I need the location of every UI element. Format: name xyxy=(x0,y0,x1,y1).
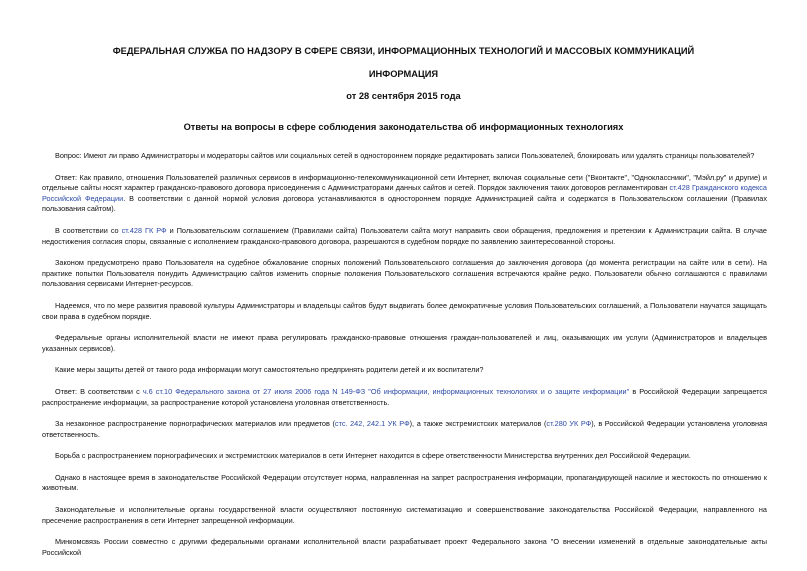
doc-date: от 28 сентября 2015 года xyxy=(346,91,461,101)
answer-2-cont-3: Однако в настоящее время в законодательстве Российской Федерации отсутствует норма, направленная на запрет распространения информации, пропагандирующей насилие и жестокость по отношению к животным. xyxy=(42,472,767,493)
doc-title: Ответы на вопросы в сфере соблюдения законодательства об информационных технологиях xyxy=(183,122,624,132)
answer-1-text-b: . В соответствии с данной нормой условия договора устанавливаются в одностороннем порядке Администрацией сайта и содержатся в Пользовательском соглашении (Правилах пользования сайтом). xyxy=(42,193,767,214)
answer-2-cont-2: Борьба с распространением порнографических и экстремистских материалов в сети Интернет находится в сфере ответственности Министерства внутренних дел Российской Федерации. xyxy=(55,451,691,461)
question-2: Какие меры защиты детей от такого рода информации могут самостоятельно предпринять родители детей и их воспитатели? xyxy=(55,365,484,375)
answer-2-cont-5: Минкомсвязь России совместно с другими федеральными органами исполнительной власти разрабатывает проект Федерального закона "О внесении изменений в отдельные законодательные акты Российской xyxy=(42,537,767,557)
answer-2-text-b: в Российской Федерации запрещается распространение информации, за распространение которой установлена уголовная ответственность. xyxy=(42,386,768,407)
federal-law-149-link[interactable]: ч.6 ст.10 Федерального закона от 27 июля 2006 года N 149-ФЗ "Об информации, информационных технологиях и о защите информации" xyxy=(142,386,630,396)
answer-2-cont-1-text-c: ), в Российской Федерации установлена уголовная ответственность. xyxy=(42,419,768,439)
civil-code-art428-link[interactable]: ст.428 Гражданского кодекса Российской Федерации xyxy=(42,183,767,203)
answer-2-cont-1-text-a: За незаконное распространение порнографических материалов или предметов ( xyxy=(55,419,335,429)
answer-2-text-a: Ответ: В соответствии с xyxy=(55,386,143,396)
answer-2-cont-1 xyxy=(42,419,767,440)
answer-2-cont-4: Законодательные и исполнительные органы государственной власти осуществляют постоянную систематизацию и совершенствование законодательства Российской Федерации, направленного на пресечение распространения в сети Интернет запрещенной информации. xyxy=(42,505,767,525)
answer-2 xyxy=(42,387,767,408)
org-heading: ФЕДЕРАЛЬНАЯ СЛУЖБА ПО НАДЗОРУ В СФЕРЕ СВЯЗИ, ИНФОРМАЦИОННЫХ ТЕХНОЛОГИЙ И МАССОВЫХ КОММУНИКАЦИЙ xyxy=(112,46,695,56)
answer-1-cont-3: Надеемся, что по мере развития правовой культуры Администраторы и владельцы сайтов будут выдвигать более демократичные условия Пользовательских соглашений, а Пользователи научатся защищать свои права в судебном порядке. xyxy=(42,300,767,321)
answer-1-cont-1-text-b: и Пользовательским соглашением (Правилами сайта) Пользователи сайта могут направить свои обращения, предложения и претензии к Администрации сайта. В случае недостижения согласия споры, связанные с исполнением гражданско-правового договора, разрешаются в судебном порядке по заявлению заинтересованной стороны. xyxy=(42,225,767,246)
answer-2-cont-1-text-b: ), а также экстремистских материалов ( xyxy=(409,419,547,429)
answer-1-cont-2: Законом предусмотрено право Пользователя на судебное обжалование спорных положений Пользовательского соглашения до заключения договора (до момента регистрации на сайте или в сети). На практике попытки Пользователя понудить Администрацию сайтов изменить спорные положения Пользовательского соглашения встречаются крайне редко. Пользователи обычно соглашаются с правилами пользования сервисами Интернет-ресурсов. xyxy=(42,258,767,289)
answer-1-cont-1 xyxy=(42,226,767,247)
answer-1-text-a: Ответ: Как правило, отношения Пользователей различных сервисов в информационно-телекоммуникационной сети Интернет, включая социальные сети ("Вконтакте", "Одноклассники", "Мэйл.ру" и другие) и отдельные сайты носят характер гражданско-правового договора присоединения с Администраторами данных сайтов и сетей. Порядок заключения таких договоров регламентирован xyxy=(42,172,767,193)
answer-1-cont-1-text-a: В соответствии со xyxy=(55,225,122,235)
question-1: Вопрос: Имеют ли право Администраторы и модераторы сайтов или социальных сетей в одностороннем порядке редактировать записи Пользователей, блокировать или удалять страницы пользователей? xyxy=(55,151,755,160)
answer-1 xyxy=(42,173,767,215)
document-body xyxy=(42,151,767,569)
gk-rf-art428-link[interactable]: ст.428 ГК РФ xyxy=(121,225,167,235)
doc-type-heading: ИНФОРМАЦИЯ xyxy=(368,69,439,79)
answer-1-cont-4: Федеральные органы исполнительной власти не имеют права регулировать гражданско-правовые отношения граждан-пользователей и лиц, оказывающих им услуги (Администраторов и владельцев указанных сервисов). xyxy=(42,333,767,353)
uk-rf-280-link[interactable]: ст.280 УК РФ xyxy=(546,419,592,429)
uk-rf-242-link[interactable]: стс. 242, 242.1 УК РФ xyxy=(334,419,410,429)
